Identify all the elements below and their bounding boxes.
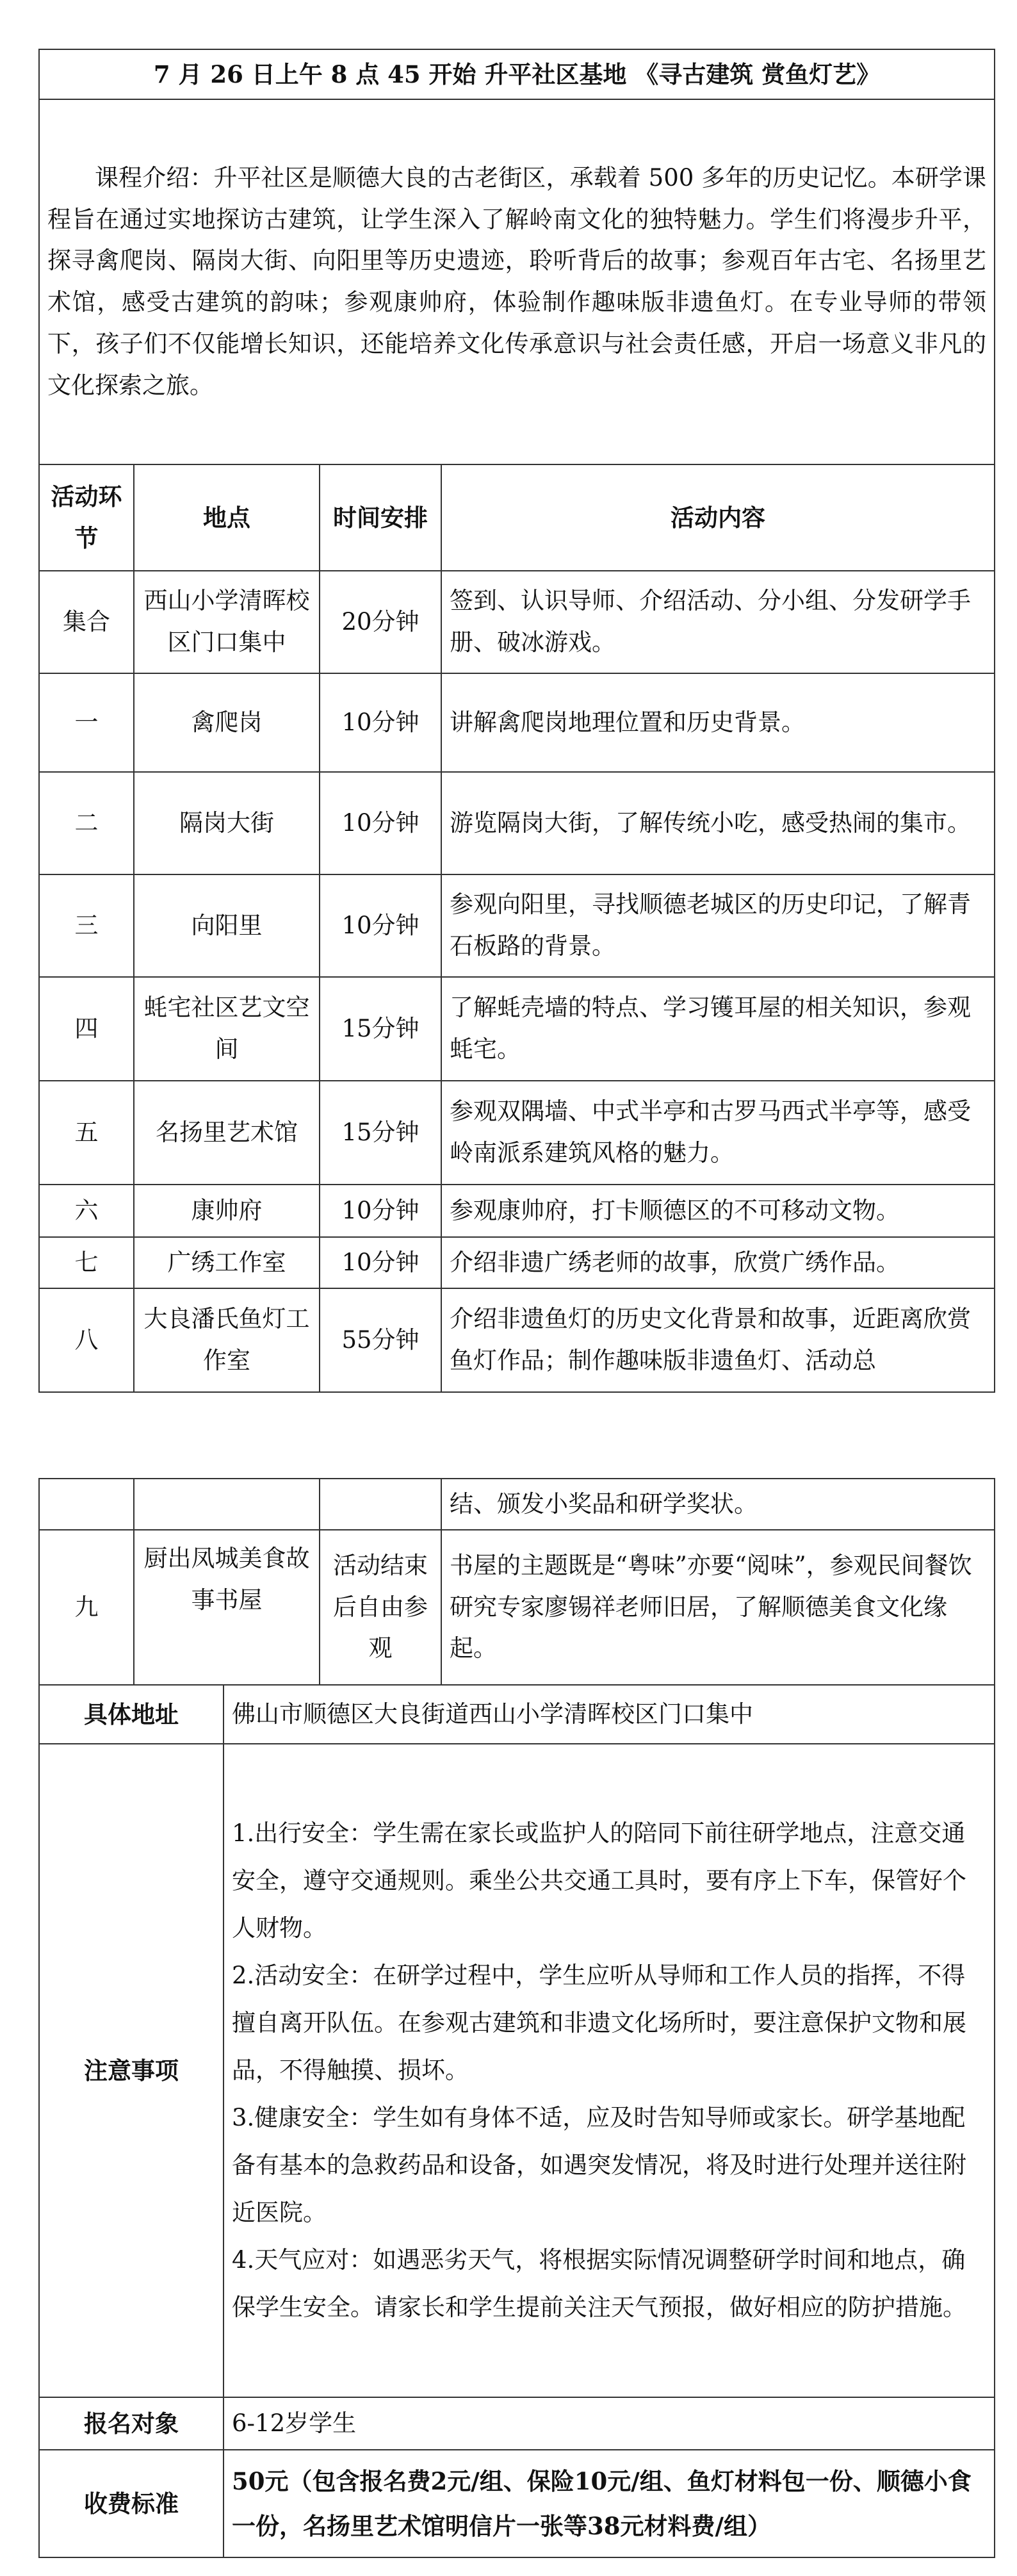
empty-cell [320, 1479, 441, 1530]
table-row [39, 1479, 995, 1530]
fee-value: 50元（包含报名费2元/组、保险10元/组、鱼灯材料包一份、顺德小食一份，名扬里艺术馆明信片一张等38元材料费/组） [224, 2450, 995, 2557]
row-stage: 三 [39, 874, 134, 977]
notes-label: 注意事项 [39, 1744, 224, 2397]
row-content: 参观双隅墙、中式半亭和古罗马西式半亭等，感受岭南派系建筑风格的魅力。 [441, 1081, 995, 1185]
row-stage: 七 [39, 1237, 134, 1288]
table-row [39, 1081, 995, 1185]
row-time: 55分钟 [320, 1288, 441, 1392]
table-row [39, 977, 995, 1081]
row-place: 向阳里 [134, 874, 320, 977]
row-stage: 集合 [39, 571, 134, 673]
row-content: 讲解禽爬岗地理位置和历史背景。 [441, 673, 995, 772]
row-stage: 二 [39, 772, 134, 874]
header-content: 活动内容 [441, 464, 995, 571]
table-row [39, 1530, 995, 1685]
row-place: 隔岗大街 [134, 772, 320, 874]
page-title: 7 月 26 日上午 8 点 45 开始 升平社区基地 《寻古建筑 赏鱼灯艺》 [39, 49, 995, 99]
table-row [39, 673, 995, 772]
row-time: 10分钟 [320, 1237, 441, 1288]
note-item: 4.天气应对：如遇恶劣天气，将根据实际情况调整研学时间和地点，确保学生安全。请家长和学生提前关注天气预报，做好相应的防护措施。 [232, 2246, 966, 2321]
row-place: 厨出凤城美食故事书屋 [134, 1530, 320, 1685]
table-row [39, 1185, 995, 1237]
table-row [39, 772, 995, 874]
row-content: 了解蚝壳墙的特点、学习镬耳屋的相关知识，参观蚝宅。 [441, 977, 995, 1081]
row-content: 介绍非遗鱼灯的历史文化背景和故事，近距离欣赏鱼灯作品；制作趣味版非遗鱼灯、活动总 [441, 1288, 995, 1392]
row-stage: 六 [39, 1185, 134, 1237]
row-content-continued: 结、颁发小奖品和研学奖状。 [441, 1479, 995, 1530]
schedule-table-part1 [38, 49, 995, 1393]
row-time: 10分钟 [320, 673, 441, 772]
row-content: 参观康帅府，打卡顺德区的不可移动文物。 [441, 1185, 995, 1237]
row-place: 广绣工作室 [134, 1237, 320, 1288]
target-row [39, 2397, 995, 2450]
row-time: 15分钟 [320, 1081, 441, 1185]
fee-label: 收费标准 [39, 2450, 224, 2557]
note-item: 3.健康安全：学生如有身体不适，应及时告知导师或家长。研学基地配备有基本的急救药品和设备，如遇突发情况，将及时进行处理并送往附近医院。 [232, 2104, 966, 2226]
row-content: 游览隔岗大街，了解传统小吃，感受热闹的集市。 [441, 772, 995, 874]
address-row [39, 1685, 995, 1744]
note-item: 1.出行安全：学生需在家长或监护人的陪同下前往研学地点，注意交通安全，遵守交通规则。乘坐公共交通工具时，要有序上下车，保管好个人财物。 [232, 1819, 966, 1942]
target-label: 报名对象 [39, 2397, 224, 2450]
row-stage: 五 [39, 1081, 134, 1185]
row-place: 蚝宅社区艺文空间 [134, 977, 320, 1081]
row-time: 15分钟 [320, 977, 441, 1081]
note-item: 2.活动安全：在研学过程中，学生应听从导师和工作人员的指挥，不得擅自离开队伍。在参观古建筑和非遗文化场所时，要注意保护文物和展品，不得触摸、损坏。 [232, 1962, 966, 2084]
header-stage: 活动环节 [39, 464, 134, 571]
row-time: 20分钟 [320, 571, 441, 673]
schedule-table-part2 [38, 1478, 995, 2558]
empty-cell [134, 1479, 320, 1530]
table-row [39, 1237, 995, 1288]
row-content: 书屋的主题既是“粤味”亦要“阅味”，参观民间餐饮研究专家廖锡祥老师旧居，了解顺德美食文化缘起。 [441, 1530, 995, 1685]
address-value: 佛山市顺德区大良街道西山小学清晖校区门口集中 [224, 1685, 995, 1744]
row-place: 康帅府 [134, 1185, 320, 1237]
row-stage: 四 [39, 977, 134, 1081]
row-stage: 八 [39, 1288, 134, 1392]
course-intro: 课程介绍：升平社区是顺德大良的古老街区，承载着 500 多年的历史记忆。本研学课程旨在通过实地探访古建筑，让学生深入了解岭南文化的独特魅力。学生们将漫步升平，探寻禽爬岗、隔岗大街、向阳里等历史遗迹，聆听背后的故事；参观百年古宅、名扬里艺术馆，感受古建筑的韵味；参观康帅府，体验制作趣味版非遗鱼灯。在专业导师的带领下，孩子们不仅能增长知识，还能培养文化传承意识与社会责任感，开启一场意义非凡的文化探索之旅。 [39, 99, 995, 464]
row-content: 参观向阳里，寻找顺德老城区的历史印记，了解青石板路的背景。 [441, 874, 995, 977]
row-place: 西山小学清晖校区门口集中 [134, 571, 320, 673]
address-label: 具体地址 [39, 1685, 224, 1744]
row-stage: 一 [39, 673, 134, 772]
row-time: 10分钟 [320, 772, 441, 874]
row-place: 名扬里艺术馆 [134, 1081, 320, 1185]
header-place: 地点 [134, 464, 320, 571]
table-row [39, 1288, 995, 1392]
fee-row [39, 2450, 995, 2557]
table-row [39, 874, 995, 977]
row-time: 10分钟 [320, 874, 441, 977]
row-place: 禽爬岗 [134, 673, 320, 772]
row-time: 10分钟 [320, 1185, 441, 1237]
target-value: 6-12岁学生 [224, 2397, 995, 2450]
row-content: 介绍非遗广绣老师的故事，欣赏广绣作品。 [441, 1237, 995, 1288]
notes-list [224, 1744, 995, 2397]
header-time: 时间安排 [320, 464, 441, 571]
row-stage: 九 [39, 1530, 134, 1685]
notes-row [39, 1744, 995, 2397]
row-place: 大良潘氏鱼灯工作室 [134, 1288, 320, 1392]
empty-cell [39, 1479, 134, 1530]
row-time: 活动结束后自由参观 [320, 1530, 441, 1685]
row-content: 签到、认识导师、介绍活动、分小组、分发研学手册、破冰游戏。 [441, 571, 995, 673]
table-row [39, 571, 995, 673]
